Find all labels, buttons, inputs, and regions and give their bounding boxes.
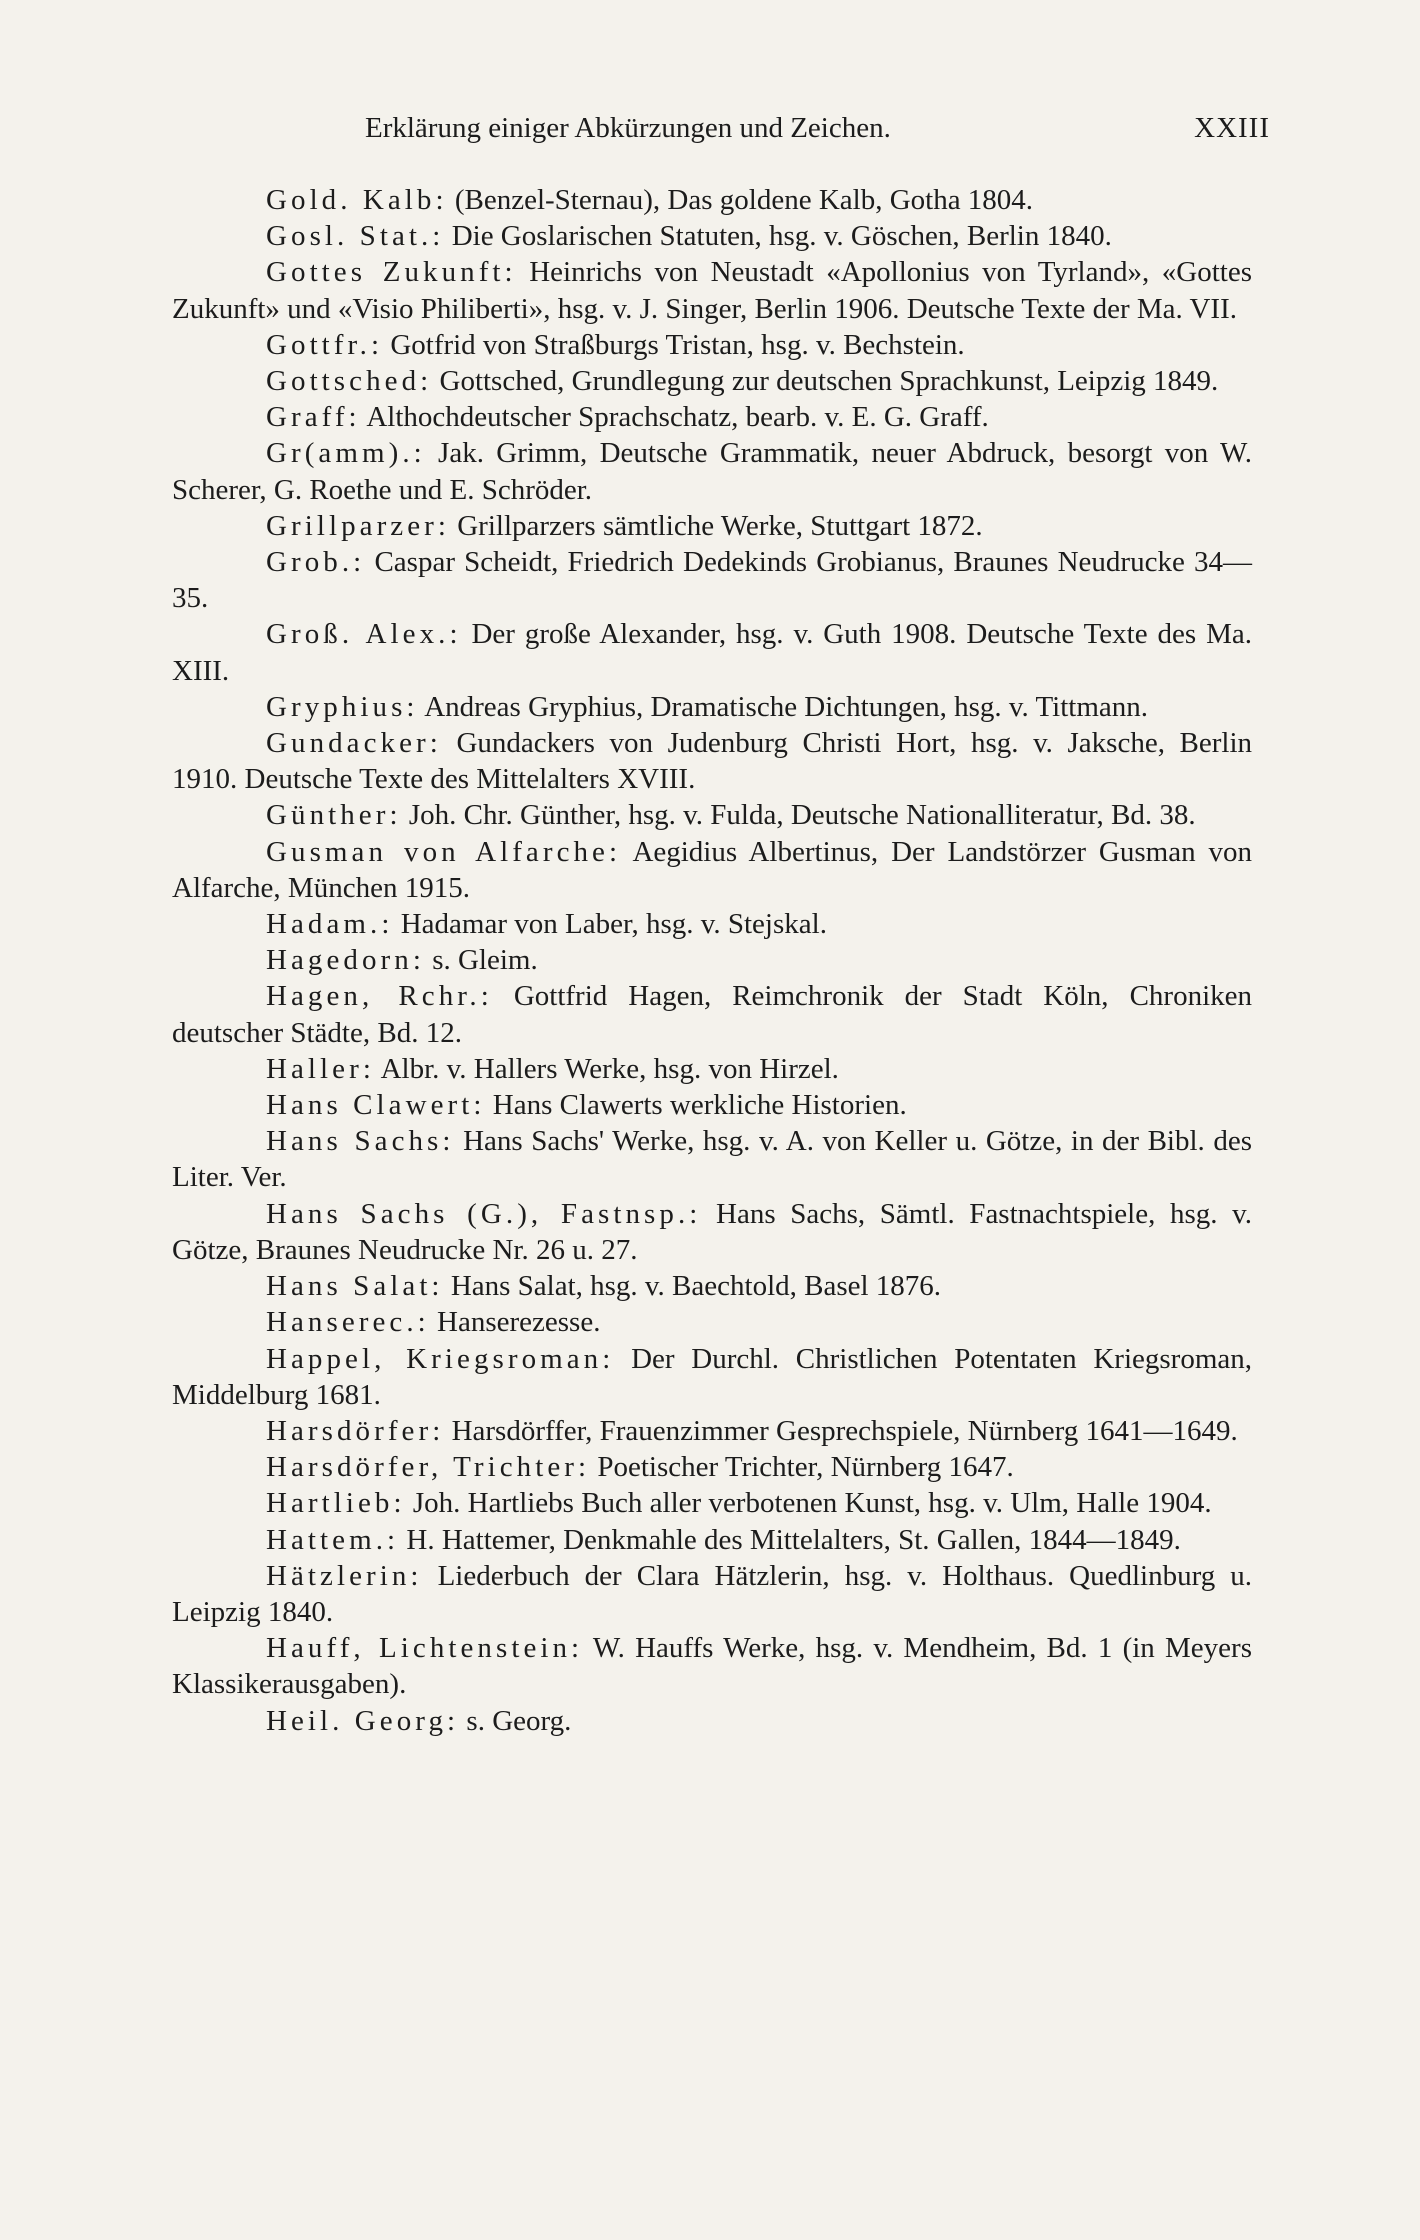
entry-term: Hätzlerin: [266, 1559, 423, 1592]
entry-text: Joh. Chr. Günther, hsg. v. Fulda, Deutsche Nationalliteratur, Bd. 38. [401, 799, 1196, 832]
entry-term: Haller: [266, 1052, 375, 1085]
entry-text: Hans Salat, hsg. v. Baechtold, Basel 1876. [443, 1270, 942, 1303]
entry-text: Althochdeutscher Sprachschatz, bearb. v. E. G. Graff. [360, 401, 989, 434]
entry-term: Gosl. Stat.: [266, 220, 445, 253]
entry-text: Gottsched, Grundlegung zur deutschen Sprachkunst, Leipzig 1849. [432, 365, 1219, 398]
entry-term: Harsdörfer: [266, 1414, 445, 1447]
entry-text: Aegidius Albertinus, Der Landstörzer Gusman von Alfarche, München 1915. [172, 835, 1252, 904]
entry-text: Gundackers von Judenburg Christi Hort, hsg. v. Jaksche, Berlin 1910. Deutsche Texte des Mittelalters XVIII. [172, 727, 1252, 796]
entry-term: Gundacker: [266, 727, 442, 760]
entry-text: Der große Alexander, hsg. v. Guth 1908. Deutsche Texte des Ma. XIII. [172, 618, 1252, 687]
entry-term: Groß. Alex.: [266, 618, 462, 651]
entry-text: Grillparzers sämtliche Werke, Stuttgart 1872. [449, 509, 983, 542]
list-item [172, 978, 1252, 1050]
entry-text: Der Durchl. Christlichen Potentaten Kriegsroman, Middelburg 1681. [172, 1342, 1253, 1411]
list-item [172, 1087, 1252, 1123]
entry-term: Happel, Kriegsroman: [266, 1342, 615, 1375]
list-item [172, 254, 1252, 326]
list-item [172, 1522, 1252, 1558]
entry-text: W. Hauffs Werke, hsg. v. Mendheim, Bd. 1 (in Meyers Klassikerausgaben). [172, 1632, 1252, 1701]
entry-text: Caspar Scheidt, Friedrich Dedekinds Grobianus, Braunes Neudrucke 34—35. [172, 546, 1252, 615]
entry-term: Gusman von Alfarche: [266, 835, 622, 868]
entry-text: Jak. Grimm, Deutsche Grammatik, neuer Abdruck, besorgt von W. Scherer, G. Roethe und E. Schröder. [172, 437, 1252, 506]
list-item [172, 689, 1252, 725]
entry-text: Andreas Gryphius, Dramatische Dichtungen, hsg. v. Tittmann. [418, 690, 1149, 723]
list-item [172, 218, 1252, 254]
entry-term: Gr(amm).: [266, 437, 426, 470]
entry-text: Gotfrid von Straßburgs Tristan, hsg. v. Bechstein. [383, 328, 965, 361]
entry-term: Hans Sachs: [266, 1125, 455, 1158]
list-item [172, 1341, 1252, 1413]
entry-term: Gold. Kalb: [266, 184, 448, 216]
entry-term: Hans Clawert: [266, 1089, 486, 1122]
entry-term: Gryphius: [266, 690, 419, 723]
entry-term: Heil. Georg: [266, 1704, 460, 1737]
list-item [172, 616, 1252, 688]
entry-term: Günther: [266, 799, 402, 832]
entry-text: Hans Sachs' Werke, hsg. v. A. von Keller u. Götze, in der Bibl. des Liter. Ver. [172, 1125, 1252, 1194]
page-number: XXIII [1194, 112, 1270, 144]
entry-term: Gottsched: [266, 365, 433, 398]
entry-term: Hartlieb: [266, 1487, 406, 1520]
entry-text: Poetischer Trichter, Nürnberg 1647. [590, 1451, 1014, 1484]
entry-text: Albr. v. Hallers Werke, hsg. von Hirzel. [374, 1052, 839, 1085]
entry-text: Liederbuch der Clara Hätzlerin, hsg. v. Holthaus. Quedlinburg u. Leipzig 1840. [172, 1559, 1252, 1628]
list-item [172, 544, 1252, 616]
entry-text: s. Georg. [459, 1704, 572, 1737]
entry-term: Hagen, Rchr.: [266, 980, 493, 1013]
abbreviation-list [172, 182, 1252, 1739]
running-title: Erklärung einiger Abkürzungen und Zeichen. [365, 112, 891, 144]
entry-term: Hadam.: [266, 908, 394, 941]
list-item [172, 363, 1252, 399]
entry-text: Heinrichs von Neustadt «Apollonius von Tyrland», «Gottes Zukunft» und «Visio Philiberti», hsg. v. J. Singer, Berlin 1906. Deutsche Texte der Ma. VII. [172, 256, 1252, 325]
list-item [172, 1630, 1252, 1702]
list-item [172, 797, 1252, 833]
list-item [172, 399, 1252, 435]
list-item [172, 1196, 1252, 1268]
entry-term: Grob.: [266, 546, 366, 579]
entry-text: Hans Clawerts werkliche Historien. [485, 1089, 907, 1122]
entry-text: H. Hattemer, Denkmahle des Mittelalters, St. Gallen, 1844—1849. [399, 1523, 1181, 1556]
entry-term: Hans Salat: [266, 1270, 444, 1303]
entry-term: Hans Sachs (G.), Fastnsp.: [266, 1197, 702, 1230]
list-item [172, 1703, 1252, 1739]
list-item [172, 1051, 1252, 1087]
entry-term: Hauff, Lichtenstein: [266, 1632, 584, 1665]
entry-term: Grillparzer: [266, 509, 450, 542]
entry-text: Hans Sachs, Sämtl. Fastnachtspiele, hsg. v. Götze, Braunes Neudrucke Nr. 26 u. 27. [172, 1197, 1252, 1266]
list-item [172, 182, 1252, 218]
list-item [172, 1485, 1252, 1521]
running-head [365, 108, 1270, 148]
list-item [172, 435, 1252, 507]
list-item [172, 942, 1252, 978]
list-item [172, 1268, 1252, 1304]
list-item [172, 1304, 1252, 1340]
entry-text: Gottfrid Hagen, Reimchronik der Stadt Köln, Chroniken deutscher Städte, Bd. 12. [172, 980, 1252, 1049]
entry-term: Harsdörfer, Trichter: [266, 1451, 591, 1484]
entry-text: Joh. Hartliebs Buch aller verbotenen Kunst, hsg. v. Ulm, Halle 1904. [405, 1487, 1212, 1520]
list-item [172, 1413, 1252, 1449]
list-item [172, 1449, 1252, 1485]
entry-term: Gottes Zukunft: [266, 256, 517, 289]
entry-text: Hadamar von Laber, hsg. v. Stejskal. [393, 908, 827, 941]
entry-term: Graff: [266, 401, 361, 434]
entry-term: Hanserec.: [266, 1306, 430, 1339]
entry-text: (Benzel-Sternau), Das goldene Kalb, Gotha 1804. [447, 184, 1034, 216]
entry-text: Hanserezesse. [429, 1306, 601, 1339]
entry-text: Die Goslarischen Statuten, hsg. v. Göschen, Berlin 1840. [444, 220, 1112, 253]
list-item [172, 1558, 1252, 1630]
entry-term: Gottfr.: [266, 328, 384, 361]
list-item [172, 327, 1252, 363]
list-item [172, 725, 1252, 797]
entry-text: Harsdörffer, Frauenzimmer Gesprechspiele, Nürnberg 1641—1649. [444, 1414, 1238, 1447]
list-item [172, 906, 1252, 942]
list-item [172, 1123, 1252, 1195]
list-item [172, 508, 1252, 544]
entry-term: Hattem.: [266, 1523, 400, 1556]
list-item [172, 834, 1252, 906]
entry-term: Hagedorn: [266, 944, 425, 977]
entry-text: s. Gleim. [424, 944, 538, 977]
